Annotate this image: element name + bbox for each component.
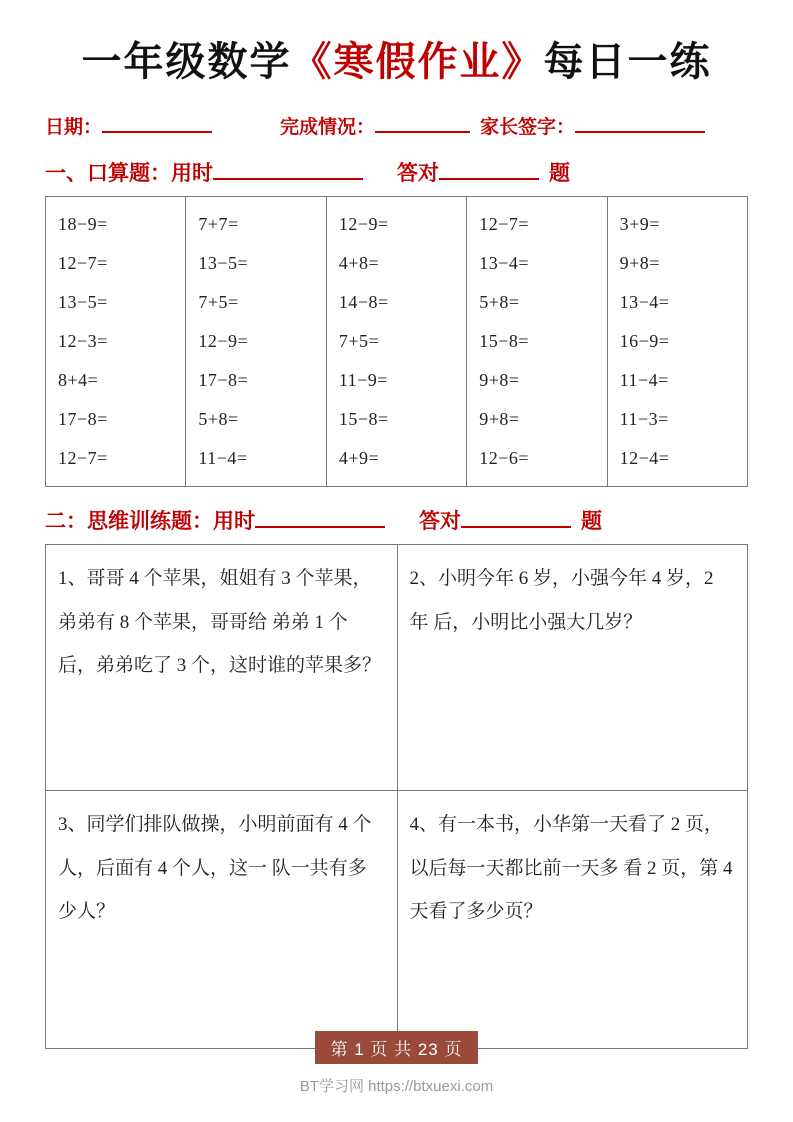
oral-heading-prefix: 一、口算题：用时 [45, 161, 213, 185]
thinking-problem-cell-4: 4、有一本书，小华第一天看了 2 页，以后每一天都比前一天多 看 2 页，第 4 天看了多少页？ [397, 790, 748, 1048]
oral-problem-cell: 7+5= [198, 292, 239, 312]
title-highlight: 《寒假作业》 [291, 39, 544, 84]
title-left: 一年级数学 [81, 39, 292, 84]
oral-problem-cell: 9+8= [479, 409, 520, 429]
oral-heading-mid: 答对 [397, 161, 439, 185]
oral-problem-cell: 12−3= [58, 331, 108, 351]
page-footer [0, 1031, 793, 1096]
oral-problem-cell: 7+5= [338, 331, 380, 351]
thinking-time-fill-blank [255, 507, 385, 528]
oral-problem-cell: 8+4= [58, 370, 99, 390]
oral-column-4 [466, 197, 606, 486]
thinking-heading-suffix: 题 [581, 509, 602, 533]
oral-problem-cell: 12−4= [619, 448, 670, 468]
oral-problem-cell: 9+8= [619, 253, 660, 273]
thinking-problem-cell-2: 2、小明今年 6 岁，小强今年 4 岁，2 年 后，小明比小强大几岁？ [397, 545, 748, 790]
oral-column-3 [326, 197, 466, 486]
oral-problem-cell: 15−8= [338, 409, 389, 429]
oral-column-5 [607, 197, 747, 486]
oral-problem-cell: 13−5= [58, 292, 108, 312]
thinking-problem-cell-3: 3、同学们排队做操，小明前面有 4 个 人，后面有 4 个人，这一 队一共有多 少人？ [46, 790, 397, 1048]
thinking-section-heading [45, 505, 748, 535]
oral-problem-cell: 3+9= [619, 214, 660, 234]
oral-problem-cell: 12−9= [198, 331, 249, 351]
oral-problem-cell: 9+8= [479, 370, 520, 390]
date-label: 日期： [45, 117, 103, 138]
thinking-heading-mid: 答对 [419, 509, 461, 533]
oral-column-2 [185, 197, 325, 486]
oral-problem-cell: 12−7= [58, 448, 108, 468]
oral-problem-cell: 11−4= [198, 448, 248, 468]
signature-label: 家长签字： [480, 117, 576, 138]
oral-problem-cell: 17−8= [198, 370, 249, 390]
oral-problem-cell: 11−3= [619, 409, 669, 429]
oral-problems-table [45, 196, 748, 487]
oral-problem-cell: 5+8= [479, 292, 520, 312]
oral-time-fill-blank [213, 159, 363, 180]
oral-problem-cell: 13−4= [619, 292, 670, 312]
oral-problem-cell: 17−8= [58, 409, 108, 429]
title-right: 每日一练 [543, 39, 712, 84]
date-field [45, 112, 212, 139]
completion-fill-blank [375, 114, 470, 133]
oral-problem-cell: 16−9= [619, 331, 670, 351]
signature-fill-blank [575, 114, 705, 133]
oral-problem-cell: 7+7= [198, 214, 239, 234]
oral-correct-fill-blank [439, 159, 539, 180]
thinking-problem-cell-1: 1、哥哥 4 个苹果，姐姐有 3 个苹果，弟弟有 8 个苹果，哥哥给 弟弟 1 个 后，弟弟吃了 3 个，这时谁的苹果多？ [58, 568, 382, 677]
site-credit: BT学习网 https://btxuexi.com [299, 1078, 494, 1095]
thinking-correct-fill-blank [461, 507, 571, 528]
oral-heading-suffix: 题 [549, 161, 570, 185]
oral-problem-cell: 14−8= [338, 292, 389, 312]
oral-section-heading [45, 157, 748, 187]
oral-problem-cell: 12−7= [58, 253, 108, 273]
completion-label: 完成情况： [280, 117, 376, 138]
page-title [45, 38, 748, 86]
page-number-badge: 第 1 页 共 23 页 [315, 1031, 479, 1064]
date-fill-blank [102, 114, 212, 133]
oral-problem-cell: 4+9= [338, 448, 380, 468]
info-bar [45, 112, 748, 139]
signature-field [480, 112, 705, 139]
oral-problem-cell: 12−7= [479, 214, 530, 234]
oral-problem-cell: 12−9= [338, 214, 389, 234]
oral-problem-cell: 4+8= [338, 253, 380, 273]
thinking-heading-prefix: 二：思维训练题：用时 [45, 509, 255, 533]
oral-problem-cell: 13−4= [479, 253, 530, 273]
oral-problem-cell: 18−9= [58, 214, 108, 234]
oral-problem-cell: 11−9= [338, 370, 388, 390]
thinking-problems-table [45, 544, 748, 1049]
oral-problem-cell: 12−6= [479, 448, 530, 468]
oral-problem-cell: 13−5= [198, 253, 249, 273]
oral-problem-cell: 5+8= [198, 409, 239, 429]
completion-field [280, 112, 470, 139]
oral-problem-cell: 15−8= [479, 331, 530, 351]
oral-problem-cell: 11−4= [619, 370, 669, 390]
oral-column-1 [46, 197, 185, 486]
